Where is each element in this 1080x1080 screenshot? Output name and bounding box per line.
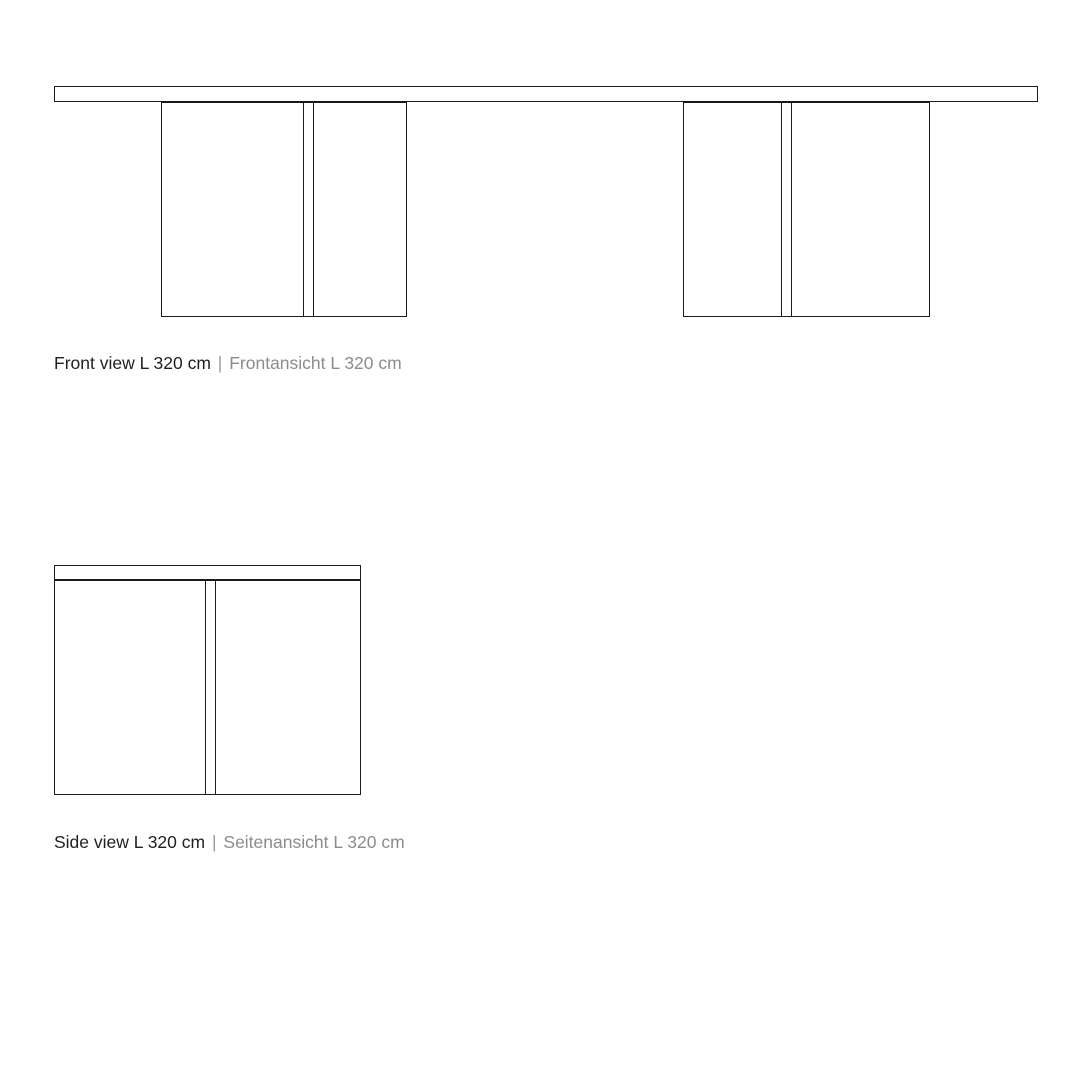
front-view-caption-en: Front view L 320 cm xyxy=(54,353,211,373)
side-view-leg-reveal-line-1 xyxy=(205,580,206,795)
front-view-caption-separator: | xyxy=(217,353,223,373)
side-view-caption-separator: | xyxy=(211,832,217,852)
side-view-caption-en: Side view L 320 cm xyxy=(54,832,206,852)
side-view-leg-reveal-line-2 xyxy=(215,580,216,795)
side-view-tabletop xyxy=(54,565,361,580)
side-view-caption-de: Seitenansicht L 320 cm xyxy=(223,832,405,852)
side-view-caption xyxy=(54,831,405,853)
side-view-leg-panel xyxy=(54,580,361,795)
front-view-caption-de: Frontansicht L 320 cm xyxy=(229,353,402,373)
